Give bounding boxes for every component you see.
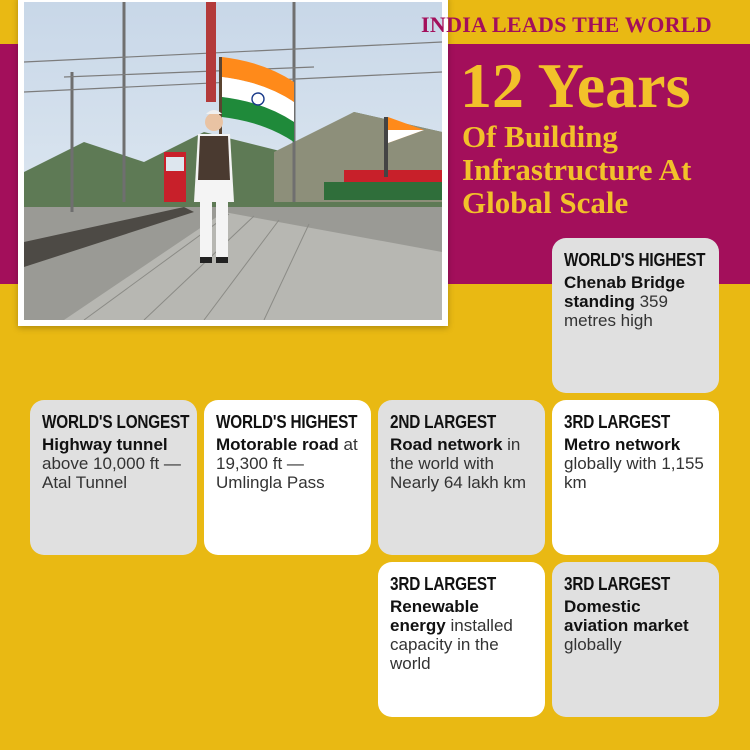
card-body — [390, 597, 533, 673]
card-highlight: Road network — [390, 435, 503, 454]
railway-photo-illustration — [24, 2, 442, 320]
card-metro-network — [552, 400, 719, 555]
card-atal-tunnel — [30, 400, 197, 555]
card-highlight: Motorable road — [216, 435, 339, 454]
card-tag: WORLD'S LONGEST — [42, 412, 190, 432]
card-renewable-energy — [378, 562, 545, 717]
card-body — [564, 597, 707, 654]
card-tag: 3RD LARGEST — [564, 412, 671, 432]
card-text: installed capacity in the world — [390, 616, 513, 673]
page-subtitle: Of Building Infrastructure At Global Scale — [462, 119, 692, 220]
card-highlight: Highway tunnel — [42, 435, 168, 454]
card-text: 359 metres high — [564, 292, 668, 330]
card-chenab-bridge — [552, 238, 719, 393]
card-highlight: Domestic aviation market — [564, 597, 689, 635]
card-tag: WORLD'S HIGHEST — [564, 250, 706, 270]
card-road-network — [378, 400, 545, 555]
card-aviation-market — [552, 562, 719, 717]
card-body — [216, 435, 359, 492]
card-text: in the world with Nearly 64 lakh km — [390, 435, 527, 492]
card-tag: 3RD LARGEST — [390, 574, 497, 594]
card-text: globally — [564, 635, 622, 654]
card-tag: WORLD'S HIGHEST — [216, 412, 358, 432]
photo — [18, 0, 448, 326]
card-text: at 19,300 ft — Umlingla Pass — [216, 435, 358, 492]
card-text: globally with 1,155 km — [564, 454, 704, 492]
card-body — [390, 435, 533, 492]
card-highlight: Renewable energy — [390, 597, 479, 635]
photo-frame — [18, 0, 448, 326]
card-tag: 3RD LARGEST — [564, 574, 671, 594]
card-highlight: Metro network — [564, 435, 681, 454]
card-umlingla-pass — [204, 400, 371, 555]
eyebrow-label: INDIA LEADS THE WORLD — [421, 12, 712, 37]
card-body — [564, 435, 707, 492]
card-text: above 10,000 ft — Atal Tunnel — [42, 454, 181, 492]
card-body — [42, 435, 185, 492]
card-highlight: Chenab Bridge standing — [564, 273, 685, 311]
card-tag: 2ND LARGEST — [390, 412, 497, 432]
card-body — [564, 273, 707, 330]
page-title: 12 Years — [460, 50, 691, 121]
